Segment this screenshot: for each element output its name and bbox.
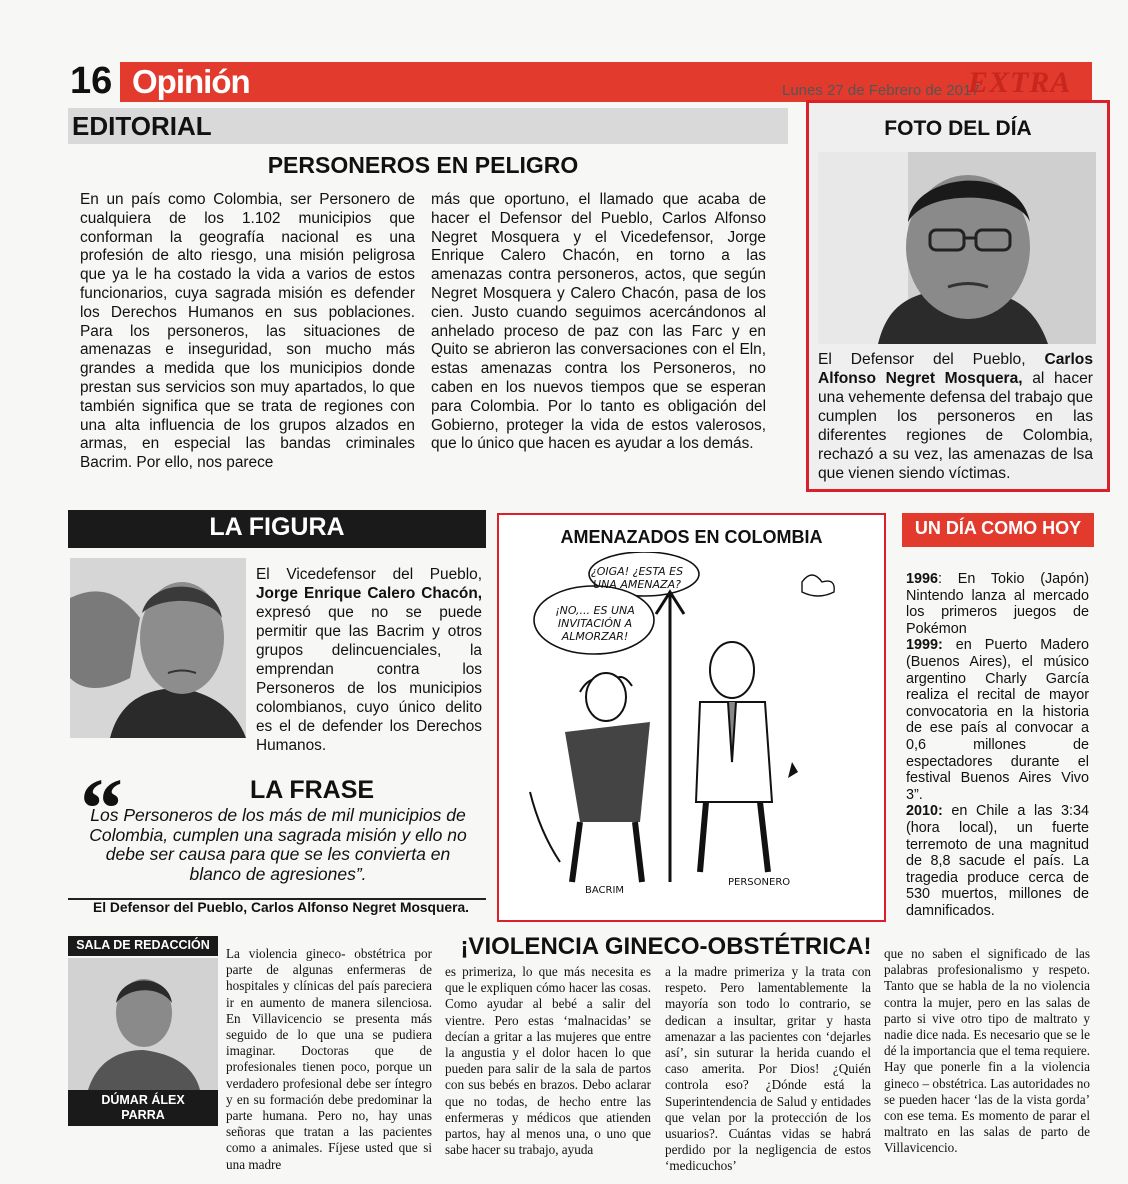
- la-frase-title: LA FRASE: [250, 776, 375, 804]
- entry-text: en Puerto Madero (Buenos Aires), el músico argentino Charly García realiza el recital de mayor convocatoria en la historia de ese país al convocar a 0,6 millones de espectadores durante el festival Buenos Aires Vivo 3”.: [906, 637, 1089, 803]
- issue-date: Lunes 27 de Febrero de 2017: [782, 82, 980, 99]
- figura-name: Jorge Enrique Calero Chacón,: [256, 585, 482, 602]
- editorial-column-1: En un país como Colombia, ser Personero de cualquiera de los 1.102 municipios que conforman la geografía nacional es una profesión de alto riesgo, una misión peligrosa que ya le ha costado la vida a varios de estos funcionarios, cuya sagrada misión es defender los Derechos Humanos en sus poblaciones. Para los personeros, las situaciones de amenazas e inseguridad, son mucho más grandes a medida que los municipios donde prestan sus servicios son muy apartados, lo que también significa que se trata de regiones con una alta influencia de los grupos alzados en armas, en especial las bandas criminales Bacrim. Por ello, nos parece: [80, 191, 415, 472]
- un-dia-title: UN DÍA COMO HOY: [914, 518, 1082, 538]
- entry-year: 1999:: [906, 637, 943, 654]
- cartoon-title: AMENAZADOS EN COLOMBIA: [560, 527, 823, 547]
- figura-intro: El Vicedefensor del Pueblo,: [256, 566, 482, 583]
- columnist-portrait-image: [68, 958, 218, 1090]
- caption-name: Carlos Alfonso Negret Mosquera,: [818, 351, 1093, 387]
- entry-year: 1996: [906, 571, 939, 587]
- un-dia-entry: [906, 803, 1089, 919]
- entry-text: : En Tokio (Japón) Nintendo lanza al mercado los primeros juegos de Pokémon: [906, 571, 1089, 637]
- sala-column-1: La violencia gineco- obstétrica por parte de algunas enfermeras de hospitales y clínicas del país pareciera ir en aumento de manera silenciosa. En Villavicencio se presenta más seguido de lo que una se pudiera imaginar. Doctoras que de profesionales tienen poco, porque un verdadero profesional debe ser íntegro y en su formación debe predominar la parte humana. Pero no, hay unas señoras que tratan a las pacientes como a animales. Fíjese usted que si una madre: [226, 946, 432, 1172]
- caption-intro: El Defensor del Pueblo,: [818, 351, 1045, 368]
- section-title: Opinión: [132, 63, 250, 100]
- defensor-portrait-image: [818, 152, 1096, 344]
- foto-del-dia-title: FOTO DEL DÍA: [884, 117, 1032, 140]
- vicedefensor-photo: [70, 558, 246, 738]
- columnist-photo: [68, 958, 218, 1090]
- newspaper-logo: EXTRA: [968, 66, 1072, 99]
- sala-column-3: a la madre primeriza y la trata con respeto. Pero lamentablemente la mayoría son todo lo contrario, se dedican a insultar, gritar y hasta amenazar a las pacientes con ‘dejarles así’, sin suturar la herida cuando el caso amerita. Por Dios! ¿Quién controla eso? ¿Dónde está la Superintendencia de Salud y entidades que velan por la protección de los usuarios?. Cuántas vidas se habrá perdido por la negligencia de estos ‘medicuchos’: [665, 964, 871, 1174]
- la-frase-author: El Defensor del Pueblo, Carlos Alfonso Negret Mosquera.: [93, 900, 469, 915]
- la-frase-quote: Los Personeros de los más de mil municipios de Colombia, cumplen una sagrada misión y ello no debe ser causa para que se les convierta en blanco de agresiones”.: [89, 805, 467, 884]
- columnist-name: DÚMAR ÁLEX PARRA: [101, 1093, 185, 1122]
- caption-body: al hacer una vehemente defensa del trabajo que cumplen los personeros en las diferentes regiones de Colombia, rechazó a su vez, las amenazas de lsa que vienen siendo víctimas.: [818, 370, 1094, 482]
- foto-del-dia-caption: [818, 350, 1093, 483]
- cartoon-label-bacrim: BACRIM: [585, 885, 625, 896]
- la-figura-title: LA FIGURA: [209, 513, 345, 541]
- un-dia-entry: [906, 637, 1089, 803]
- sala-headline: ¡VIOLENCIA GINECO-OBSTÉTRICA!: [460, 933, 872, 960]
- editorial-headline: PERSONEROS EN PELIGRO: [267, 152, 579, 178]
- sala-column-4: que no saben el significado de las palabras profesionalismo y respeto. Tanto que se habla de la no violencia contra la mujer, pero en las salas de parto si vive otro tipo de maltrato y nadie dice nada. Es necesario que se le dé la importancia que el tema requiere. Hay que ponerle fin a la violencia gineco – obstétrica. Las autoridades no se pueden hacer ‘las de la vista gorda’ con ese tema. Es momento de parar el maltrato en las salas de parto de Villavicencio.: [884, 946, 1090, 1156]
- la-figura-text: [256, 565, 482, 755]
- sala-column-2: es primeriza, lo que más necesita es que le expliquen cómo hacer las cosas. Como ayudar al bebé a salir del vientre. Pero estas ‘malnacidas’ se decían a gritar a las mujeres que entre la angustia y el dolor hacen lo que pueden para salir de la sala de partos con sus bebés en brazos. Debo aclarar que no todas, de hecho entre las enfermeras y médicos que atienden partos, hay al menos una, o uno que sabe hacer su trabajo, ayuda: [445, 964, 651, 1158]
- editorial-column-2: más que oportuno, el llamado que acaba de hacer el Defensor del Pueblo, Carlos Alfonso Negret Mosquera y el Vicedefensor, Jorge Enrique Calero Chacón, en torno a las amenazas contra personeros, actos, que según Negret Mosquera y Calero Chacón, pasa de los cien. Justo cuando seguimos acercándonos al anhelado proceso de paz con las Farc y en Quito se abrieron las conversaciones con el Eln, estas amenazas contra los Personeros, no caben en los nuevos tiempos que se esperan para Colombia. Por lo tanto es obligación del Gobierno, proteger la vida de estos valerosos, que lo único que hacen es ayudar a los demás.: [431, 191, 766, 453]
- cartoon-label-personero: PERSONERO: [728, 877, 791, 888]
- speech-bubble-bacrim: ¡NO,... ES UNA INVITACIÓN A ALMORZAR!: [555, 604, 635, 643]
- entry-year: 2010:: [906, 803, 943, 820]
- editorial-label: EDITORIAL: [72, 111, 212, 141]
- speech-bubble-personero: ¿OIGA! ¿ESTA ES UNA AMENAZA?: [590, 565, 684, 591]
- un-dia-entry: [906, 571, 1089, 637]
- figura-body: expresó que no se puede permitir que las Bacrim y otros grupos delincuenciales, la emprendan contra los Personeros de los municipios colombianos, cuyo único delito es el de defender los Derechos Humanos.: [256, 604, 482, 754]
- sala-label: SALA DE REDACCIÓN: [76, 938, 210, 952]
- defensor-photo: [818, 152, 1096, 344]
- entry-text: en Chile a las 3:34 (hora local), un fuerte terremoto de una magnitud de 8,8 sacude el país. La tragedia produce cerca de 530 muertos, millones de damnificados.: [906, 803, 1089, 919]
- quote-mark-icon: “: [80, 760, 123, 856]
- page-number: 16: [70, 60, 113, 102]
- vicedefensor-portrait-image: [70, 558, 246, 738]
- un-dia-entries: [906, 571, 1089, 919]
